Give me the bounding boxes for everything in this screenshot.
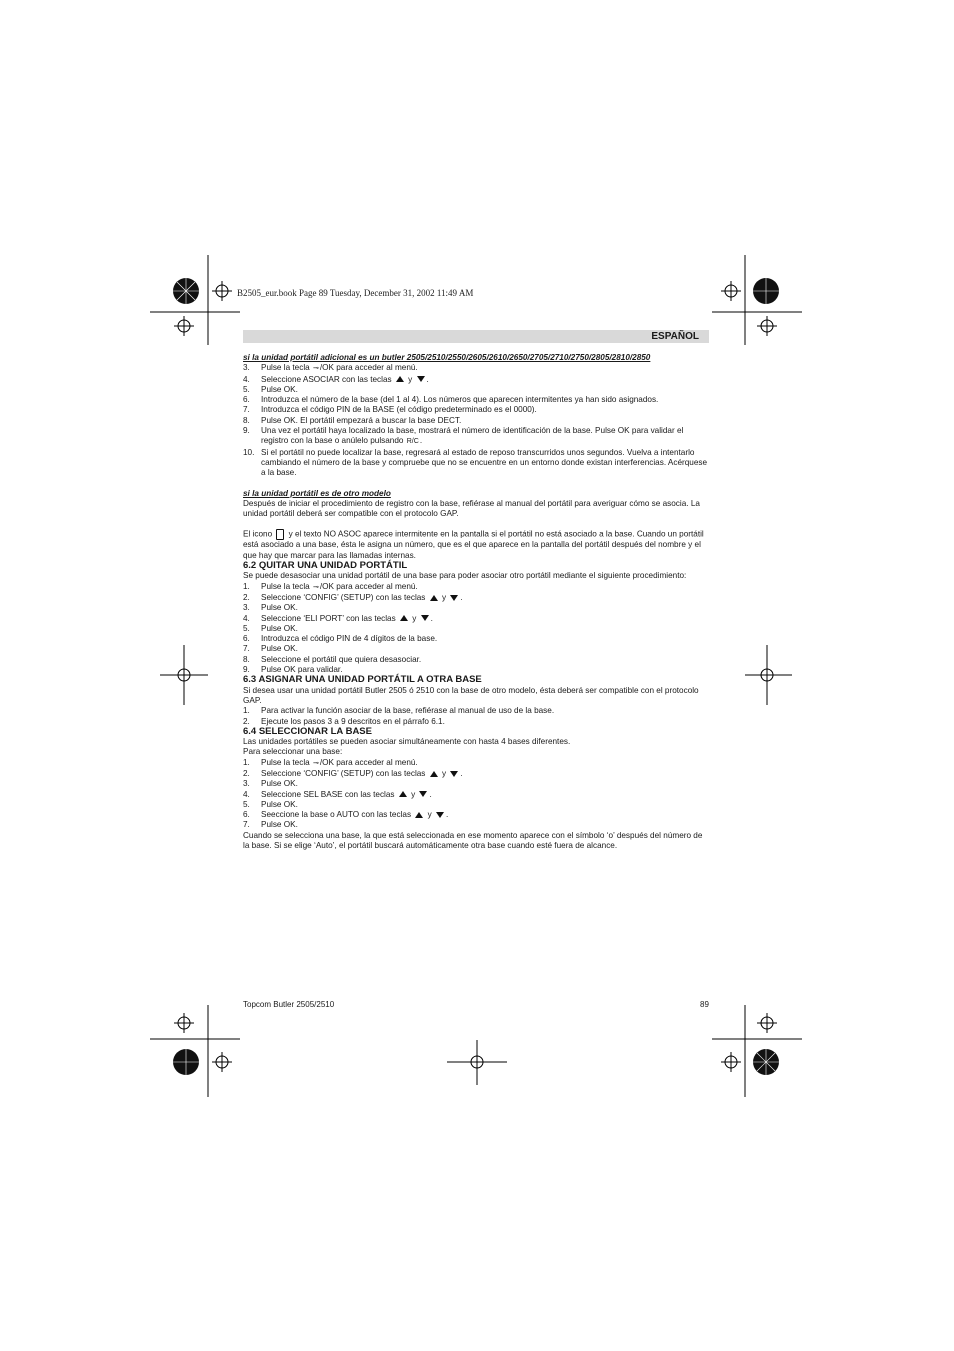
list-item: 5. Pulse OK. — [243, 799, 298, 809]
arrow-down-icon — [421, 615, 429, 621]
arrow-up-icon — [399, 791, 407, 797]
paragraph: Las unidades portátiles se pueden asociar simultáneamente con hasta 4 bases diferentes. — [243, 737, 571, 747]
menu-key-icon: ⊸ — [312, 583, 319, 591]
section-heading: 6.4 SELECCIONAR LA BASE — [243, 725, 372, 737]
section-subtitle: si la unidad portátil adicional es un butler 2505/2510/2550/2605/2610/2650/2705/2710/2750/2805/2810/2850 — [243, 353, 651, 362]
list-item: 8. Pulse OK. El portátil empezará a buscar la base DECT. — [243, 415, 462, 425]
page-content — [243, 353, 709, 851]
steps-list — [243, 758, 709, 831]
list-item: 6. Seeccione la base o AUTO con las teclas y . — [243, 810, 449, 820]
paragraph: Cuando se selecciona una base, la que está seleccionada en ese momento aparece con el símbolo ‘o’ después del número de la base. Si se elige ‘Auto’, el portátil buscará automáticamente otra base cuando esté fuera de alcance. — [243, 830, 703, 851]
arrow-up-icon — [430, 595, 438, 601]
rc-key-icon: R/C — [406, 438, 419, 446]
arrow-down-icon — [450, 771, 458, 777]
list-item: 7. Pulse OK. — [243, 644, 298, 654]
paragraph: El icono y el texto NO ASOC aparece intermitente en la pantalla si el portátil no está asociado a la base. Cuando un portátil está asociado a una base, ésta le asigna un número, que es el que aparece en la pantalla del portátil después del nombre y el que hay que marcar para las llamadas internas. — [243, 530, 704, 560]
list-item: 9. Una vez el portátil haya localizado la base, mostrará el número de identificación de la base. Pulse OK para validar el registro con la base o anúlelo pulsando R/C. — [243, 426, 709, 448]
paragraph: Si desea usar una unidad portátil Butler 2505 ó 2510 con la base de otro modelo, ésta deberá ser compatible con el protocolo GAP. — [243, 685, 699, 705]
list-item: 2. Seleccione ‘CONFIG’ (SETUP) con las teclas y . — [243, 592, 463, 602]
list-item: 10. Si el portátil no puede localizar la base, regresará al estado de reposo transcurridos unos segundos. Vuelva a intentarlo cambiando el número de la base y compruebe que no se encuentre en un entorno donde existan interferencias. Acérquese a la base. — [243, 447, 708, 478]
paragraph: Se puede desasociar una unidad portátil de una base para poder asociar otro portátil mediante el siguiente procedimiento: — [243, 571, 687, 581]
list-item: 5. Pulse OK. — [243, 623, 298, 633]
language-bar — [243, 330, 709, 343]
arrow-up-icon — [400, 615, 408, 621]
arrow-down-icon — [450, 595, 458, 601]
arrow-up-icon — [396, 376, 404, 382]
steps-list — [243, 363, 709, 478]
handset-icon — [276, 529, 284, 540]
menu-key-icon: ⊸ — [312, 759, 319, 767]
section-subtitle: si la unidad portátil es de otro modelo — [243, 488, 391, 498]
list-item: 6. Introduzca el número de la base (del 1 al 4). Los números que aparecen intermitentes ya han sido asignados. — [243, 395, 659, 405]
paragraph: Después de iniciar el procedimiento de registro con la base, refiérase al manual del portátil para averiguar cómo se asocia. La unidad portátil deberá ser compatible con el protocolo GAP. — [243, 498, 700, 519]
list-item: 4. Seleccione SEL BASE con las teclas y . — [243, 789, 432, 799]
list-item: 2. Seleccione ‘CONFIG’ (SETUP) con las teclas y . — [243, 768, 463, 778]
steps-list — [243, 706, 709, 727]
steps-list — [243, 582, 709, 676]
list-item: 1. Pulse la tecla ⊸/OK para acceder al menú. — [243, 758, 709, 769]
list-item: 8. Seleccione el portátil que quiera desasociar. — [243, 654, 422, 664]
list-item: 6. Introduzca el código PIN de 4 dígitos de la base. — [243, 634, 438, 644]
arrow-down-icon — [419, 791, 427, 797]
list-item: 9. Pulse OK para validar. — [243, 665, 343, 675]
language-label: ESPAÑOL — [651, 331, 699, 342]
section-heading: 6.2 QUITAR UNA UNIDAD PORTÁTIL — [243, 560, 408, 572]
list-item: 7. Introduzca el código PIN de la BASE (el código predeterminado es el 0000). — [243, 405, 537, 415]
section-heading: 6.3 ASIGNAR UNA UNIDAD PORTÁTIL A OTRA BASE — [243, 674, 482, 686]
menu-key-icon: ⊸ — [312, 365, 319, 373]
list-item: 1. Para activar la función asociar de la base, refiérase al manual de uso de la base. — [243, 706, 555, 716]
paragraph: Para seleccionar una base: — [243, 747, 343, 757]
list-item: 3. Pulse OK. — [243, 603, 298, 613]
book-header: B2505_eur.book Page 89 Tuesday, December 31, 2002 11:49 AM — [237, 288, 474, 298]
list-item: 4. Seleccione ‘ELI PORT’ con las teclas y . — [243, 613, 433, 623]
list-item: 1. Pulse la tecla ⊸/OK para acceder al menú. — [243, 582, 709, 593]
list-item: 4. Seleccione ASOCIAR con las teclas y . — [243, 374, 429, 384]
list-item: 5. Pulse OK. — [243, 384, 298, 394]
list-item: 3. Pulse la tecla ⊸/OK para acceder al menú. — [243, 363, 709, 374]
arrow-up-icon — [430, 771, 438, 777]
arrow-down-icon — [417, 376, 425, 382]
list-item: 2. Ejecute los pasos 3 a 9 descritos en el párrafo 6.1. — [243, 716, 445, 726]
list-item: 7. Pulse OK. — [243, 820, 298, 830]
arrow-down-icon — [436, 812, 444, 818]
arrow-up-icon — [415, 812, 423, 818]
list-item: 3. Pulse OK. — [243, 779, 298, 789]
page-number: 89 — [700, 1000, 709, 1009]
footer-product: Topcom Butler 2505/2510 — [243, 1000, 335, 1009]
